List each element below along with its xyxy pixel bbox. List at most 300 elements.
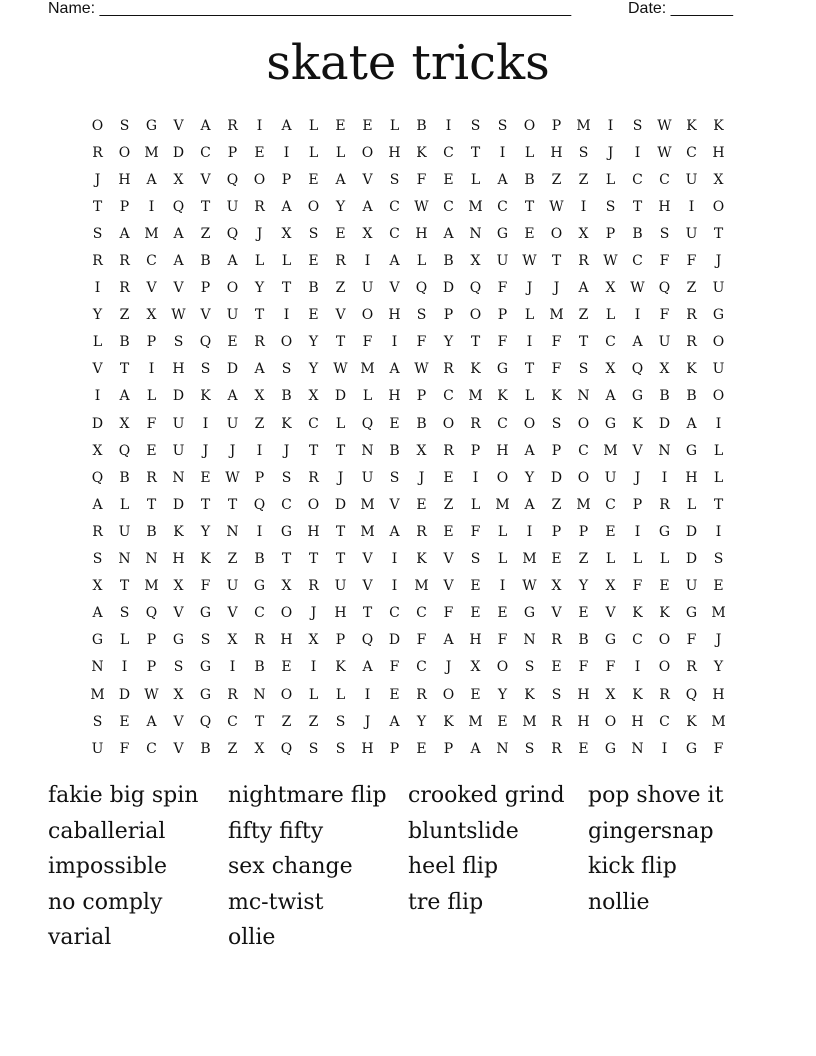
grid-letter: X bbox=[92, 578, 103, 595]
grid-letter: W bbox=[333, 361, 348, 378]
grid-letter: G bbox=[658, 523, 671, 540]
grid-letter: K bbox=[335, 659, 346, 676]
grid-letter: A bbox=[254, 361, 265, 378]
grid-letter: R bbox=[227, 117, 238, 134]
word-list-item: bluntslide bbox=[408, 818, 519, 844]
grid-letter: T bbox=[524, 198, 535, 215]
grid-letter: K bbox=[713, 117, 724, 134]
grid-letter: S bbox=[173, 334, 184, 351]
grid-letter: L bbox=[119, 496, 130, 513]
grid-letter: C bbox=[578, 442, 589, 459]
grid-letter: O bbox=[361, 307, 374, 324]
grid-letter: R bbox=[578, 253, 589, 270]
grid-letter: A bbox=[92, 605, 103, 622]
grid-letter: J bbox=[229, 442, 236, 459]
grid-letter: M bbox=[144, 144, 159, 161]
grid-letter: S bbox=[578, 144, 589, 161]
word-list-item: no comply bbox=[48, 889, 163, 915]
grid-letter: T bbox=[335, 442, 346, 459]
grid-letter: H bbox=[388, 388, 401, 405]
grid-letter: O bbox=[658, 659, 671, 676]
grid-letter: C bbox=[200, 144, 211, 161]
grid-letter: V bbox=[173, 280, 184, 297]
grid-letter: E bbox=[713, 578, 724, 595]
grid-letter: A bbox=[362, 659, 373, 676]
grid-letter: L bbox=[713, 469, 724, 486]
grid-letter: N bbox=[577, 388, 590, 405]
grid-letter: L bbox=[335, 415, 346, 432]
grid-letter: X bbox=[281, 578, 292, 595]
grid-letter: X bbox=[173, 171, 184, 188]
grid-letter: C bbox=[146, 253, 157, 270]
grid-letter: D bbox=[442, 280, 455, 297]
grid-letter: T bbox=[200, 198, 211, 215]
grid-letter: K bbox=[632, 605, 643, 622]
grid-letter: S bbox=[524, 740, 535, 757]
grid-letter: S bbox=[605, 198, 616, 215]
grid-letter: I bbox=[148, 198, 155, 215]
grid-letter: H bbox=[496, 442, 509, 459]
grid-letter: O bbox=[307, 496, 320, 513]
grid-letter: V bbox=[92, 361, 103, 378]
grid-letter: A bbox=[686, 415, 697, 432]
grid-letter: V bbox=[146, 280, 157, 297]
grid-letter: S bbox=[200, 361, 211, 378]
name-field-label[interactable]: Name: _____________________________________________________ bbox=[48, 0, 572, 17]
grid-letter: Y bbox=[578, 578, 589, 595]
grid-letter: I bbox=[283, 144, 290, 161]
word-list-item: ollie bbox=[228, 925, 276, 950]
grid-letter: Y bbox=[308, 361, 319, 378]
grid-letter: I bbox=[391, 334, 398, 351]
grid-letter: D bbox=[172, 496, 185, 513]
grid-letter: L bbox=[389, 117, 400, 134]
grid-letter: H bbox=[334, 605, 347, 622]
grid-letter: V bbox=[200, 307, 211, 324]
grid-letter: A bbox=[632, 334, 643, 351]
grid-letter: R bbox=[551, 740, 562, 757]
grid-letter: N bbox=[658, 442, 671, 459]
grid-letter: X bbox=[173, 578, 184, 595]
grid-letter: L bbox=[254, 253, 265, 270]
grid-letter: V bbox=[173, 740, 184, 757]
grid-letter: U bbox=[226, 198, 239, 215]
grid-letter: M bbox=[495, 496, 510, 513]
grid-letter: I bbox=[310, 659, 317, 676]
grid-letter: R bbox=[146, 469, 157, 486]
grid-letter: T bbox=[227, 496, 238, 513]
grid-letter: E bbox=[146, 442, 157, 459]
grid-letter: E bbox=[605, 523, 616, 540]
grid-letter: N bbox=[172, 469, 185, 486]
grid-letter: O bbox=[577, 415, 590, 432]
grid-letter: K bbox=[551, 388, 562, 405]
grid-letter: J bbox=[526, 280, 533, 297]
grid-letter: C bbox=[146, 740, 157, 757]
grid-letter: O bbox=[226, 280, 239, 297]
grid-letter: C bbox=[308, 415, 319, 432]
grid-letter: E bbox=[362, 117, 373, 134]
grid-letter: F bbox=[551, 361, 562, 378]
grid-letter: I bbox=[472, 469, 479, 486]
grid-letter: I bbox=[256, 523, 263, 540]
grid-letter: G bbox=[496, 361, 509, 378]
grid-letter: U bbox=[118, 523, 131, 540]
grid-letter: K bbox=[416, 144, 427, 161]
grid-letter: Z bbox=[686, 280, 697, 297]
grid-letter: O bbox=[118, 144, 131, 161]
grid-letter: G bbox=[199, 605, 212, 622]
grid-letter: F bbox=[551, 334, 562, 351]
grid-letter: L bbox=[335, 686, 346, 703]
grid-letter: G bbox=[604, 740, 617, 757]
grid-letter: M bbox=[468, 198, 483, 215]
grid-letter: D bbox=[334, 388, 347, 405]
grid-letter: R bbox=[308, 578, 319, 595]
word-list-item: gingersnap bbox=[588, 818, 714, 844]
grid-letter: S bbox=[200, 632, 211, 649]
grid-letter: K bbox=[416, 551, 427, 568]
grid-letter: X bbox=[92, 442, 103, 459]
grid-letter: U bbox=[685, 171, 698, 188]
grid-letter: P bbox=[200, 280, 211, 297]
grid-letter: R bbox=[308, 469, 319, 486]
grid-letter: P bbox=[281, 171, 292, 188]
grid-letter: C bbox=[605, 334, 616, 351]
grid-letter: Q bbox=[145, 605, 158, 622]
grid-letter: T bbox=[308, 442, 319, 459]
grid-letter: Y bbox=[254, 280, 265, 297]
grid-letter: S bbox=[659, 225, 670, 242]
grid-letter: J bbox=[445, 659, 452, 676]
grid-letter: W bbox=[414, 198, 429, 215]
grid-letter: L bbox=[524, 388, 535, 405]
grid-letter: I bbox=[364, 253, 371, 270]
grid-letter: G bbox=[631, 388, 644, 405]
word-list-item: fifty fifty bbox=[228, 818, 324, 844]
grid-letter: J bbox=[553, 280, 560, 297]
grid-letter: S bbox=[119, 605, 130, 622]
grid-letter: L bbox=[362, 388, 373, 405]
grid-letter: G bbox=[604, 632, 617, 649]
grid-letter: O bbox=[496, 469, 509, 486]
grid-letter: T bbox=[713, 225, 724, 242]
grid-letter: H bbox=[307, 523, 320, 540]
grid-letter: N bbox=[361, 442, 374, 459]
grid-letter: I bbox=[634, 144, 641, 161]
grid-letter: R bbox=[416, 686, 427, 703]
grid-letter: X bbox=[119, 415, 130, 432]
word-list-item: impossible bbox=[48, 854, 167, 879]
grid-letter: T bbox=[281, 280, 292, 297]
grid-letter: K bbox=[524, 686, 535, 703]
grid-letter: B bbox=[281, 388, 292, 405]
grid-letter: T bbox=[281, 551, 292, 568]
grid-letter: H bbox=[361, 740, 374, 757]
word-search-grid bbox=[84, 112, 732, 762]
grid-letter: X bbox=[470, 253, 481, 270]
grid-letter: W bbox=[630, 280, 645, 297]
grid-letter: M bbox=[549, 307, 564, 324]
grid-letter: E bbox=[443, 523, 454, 540]
grid-letter: Y bbox=[308, 334, 319, 351]
grid-letter: L bbox=[497, 551, 508, 568]
grid-letter: R bbox=[335, 253, 346, 270]
grid-letter: L bbox=[308, 144, 319, 161]
grid-letter: W bbox=[144, 686, 159, 703]
grid-letter: B bbox=[659, 388, 670, 405]
grid-letter: S bbox=[632, 117, 643, 134]
grid-letter: R bbox=[686, 307, 697, 324]
grid-letter: D bbox=[658, 415, 671, 432]
grid-letter: I bbox=[580, 198, 587, 215]
grid-letter: P bbox=[119, 198, 130, 215]
grid-letter: Q bbox=[658, 280, 671, 297]
grid-letter: T bbox=[551, 253, 562, 270]
grid-letter: I bbox=[283, 307, 290, 324]
grid-letter: Q bbox=[361, 415, 374, 432]
grid-letter: R bbox=[227, 686, 238, 703]
grid-letter: T bbox=[524, 361, 535, 378]
word-list bbox=[48, 778, 788, 956]
grid-letter: U bbox=[604, 469, 617, 486]
grid-letter: S bbox=[389, 469, 400, 486]
grid-letter: R bbox=[443, 361, 454, 378]
grid-letter: J bbox=[256, 225, 263, 242]
grid-letter: O bbox=[604, 713, 617, 730]
grid-letter: K bbox=[470, 361, 481, 378]
grid-letter: J bbox=[310, 605, 317, 622]
grid-letter: W bbox=[549, 198, 564, 215]
grid-letter: D bbox=[172, 388, 185, 405]
grid-letter: I bbox=[661, 740, 668, 757]
grid-letter: L bbox=[497, 523, 508, 540]
grid-letter: F bbox=[632, 578, 643, 595]
grid-letter: Q bbox=[226, 225, 239, 242]
grid-letter: O bbox=[712, 388, 725, 405]
grid-letter: P bbox=[146, 632, 157, 649]
grid-letter: X bbox=[713, 171, 724, 188]
grid-letter: T bbox=[254, 307, 265, 324]
grid-letter: Q bbox=[280, 740, 293, 757]
grid-letter: R bbox=[254, 334, 265, 351]
grid-letter: M bbox=[360, 523, 375, 540]
grid-letter: B bbox=[119, 469, 130, 486]
grid-letter: F bbox=[497, 632, 508, 649]
grid-letter: E bbox=[443, 469, 454, 486]
grid-letter: U bbox=[658, 334, 671, 351]
grid-letter: B bbox=[389, 442, 400, 459]
grid-letter: J bbox=[364, 713, 371, 730]
grid-letter: A bbox=[119, 225, 130, 242]
grid-letter: C bbox=[443, 144, 454, 161]
grid-letter: C bbox=[659, 171, 670, 188]
grid-letter: H bbox=[712, 144, 725, 161]
grid-letter: H bbox=[712, 686, 725, 703]
grid-letter: A bbox=[173, 225, 184, 242]
grid-letter: N bbox=[145, 551, 158, 568]
grid-letter: D bbox=[388, 632, 401, 649]
grid-letter: B bbox=[119, 334, 130, 351]
grid-letter: F bbox=[659, 307, 670, 324]
word-list-item: tre flip bbox=[408, 889, 484, 915]
grid-letter: H bbox=[685, 469, 698, 486]
date-field-label[interactable]: Date: _______ bbox=[628, 0, 733, 17]
grid-letter: X bbox=[173, 686, 184, 703]
grid-letter: J bbox=[283, 442, 290, 459]
grid-letter: E bbox=[308, 253, 319, 270]
grid-letter: A bbox=[497, 171, 508, 188]
grid-letter: T bbox=[200, 496, 211, 513]
grid-letter: G bbox=[604, 415, 617, 432]
grid-letter: E bbox=[389, 686, 400, 703]
grid-letter: A bbox=[200, 117, 211, 134]
grid-letter: A bbox=[362, 198, 373, 215]
grid-letter: V bbox=[389, 496, 400, 513]
grid-letter: E bbox=[416, 740, 427, 757]
grid-letter: Q bbox=[91, 469, 104, 486]
grid-letter: O bbox=[712, 198, 725, 215]
grid-letter: S bbox=[524, 659, 535, 676]
grid-letter: M bbox=[468, 713, 483, 730]
grid-letter: L bbox=[335, 144, 346, 161]
grid-letter: R bbox=[416, 523, 427, 540]
grid-letter: A bbox=[389, 713, 400, 730]
grid-letter: B bbox=[254, 659, 265, 676]
grid-letter: F bbox=[200, 578, 211, 595]
grid-letter: V bbox=[173, 605, 184, 622]
grid-letter: R bbox=[686, 659, 697, 676]
grid-letter: M bbox=[90, 686, 105, 703]
grid-letter: A bbox=[119, 388, 130, 405]
grid-letter: E bbox=[578, 605, 589, 622]
grid-letter: R bbox=[470, 415, 481, 432]
grid-letter: U bbox=[685, 578, 698, 595]
grid-letter: Z bbox=[254, 415, 265, 432]
grid-letter: D bbox=[685, 523, 698, 540]
grid-letter: E bbox=[200, 469, 211, 486]
grid-letter: F bbox=[578, 659, 589, 676]
grid-letter: R bbox=[119, 253, 130, 270]
grid-letter: Q bbox=[361, 632, 374, 649]
grid-letter: X bbox=[605, 280, 616, 297]
grid-letter: K bbox=[200, 388, 211, 405]
grid-letter: F bbox=[470, 523, 481, 540]
grid-letter: N bbox=[91, 659, 104, 676]
grid-letter: S bbox=[578, 361, 589, 378]
word-list-item: nollie bbox=[588, 889, 650, 915]
word-list-item: mc-twist bbox=[228, 889, 324, 915]
grid-letter: S bbox=[335, 713, 346, 730]
grid-letter: S bbox=[335, 740, 346, 757]
grid-letter: F bbox=[416, 334, 427, 351]
grid-letter: S bbox=[389, 171, 400, 188]
grid-letter: U bbox=[226, 415, 239, 432]
grid-letter: E bbox=[497, 605, 508, 622]
grid-letter: X bbox=[362, 225, 373, 242]
grid-letter: O bbox=[442, 686, 455, 703]
grid-letter: G bbox=[280, 523, 293, 540]
grid-letter: V bbox=[362, 551, 373, 568]
grid-letter: X bbox=[605, 686, 616, 703]
grid-letter: L bbox=[308, 117, 319, 134]
grid-letter: O bbox=[280, 334, 293, 351]
grid-letter: P bbox=[443, 307, 454, 324]
grid-letter: W bbox=[522, 578, 537, 595]
grid-letter: K bbox=[659, 605, 670, 622]
word-list-item: kick flip bbox=[588, 854, 677, 879]
grid-letter: G bbox=[199, 659, 212, 676]
grid-letter: W bbox=[171, 307, 186, 324]
grid-letter: E bbox=[524, 225, 535, 242]
grid-letter: I bbox=[499, 144, 506, 161]
grid-letter: C bbox=[632, 253, 643, 270]
grid-letter: L bbox=[659, 551, 670, 568]
grid-letter: C bbox=[632, 632, 643, 649]
grid-letter: I bbox=[94, 280, 101, 297]
grid-letter: C bbox=[497, 198, 508, 215]
grid-letter: L bbox=[281, 253, 292, 270]
grid-letter: Z bbox=[119, 307, 130, 324]
grid-letter: D bbox=[91, 415, 104, 432]
grid-letter: Y bbox=[524, 469, 535, 486]
grid-letter: K bbox=[686, 713, 697, 730]
grid-letter: J bbox=[634, 469, 641, 486]
grid-letter: I bbox=[229, 659, 236, 676]
grid-letter: R bbox=[551, 713, 562, 730]
grid-letter: N bbox=[118, 551, 131, 568]
grid-letter: F bbox=[146, 415, 157, 432]
grid-letter: E bbox=[470, 686, 481, 703]
grid-letter: L bbox=[470, 496, 481, 513]
grid-letter: I bbox=[94, 388, 101, 405]
grid-letter: V bbox=[605, 605, 616, 622]
grid-letter: K bbox=[497, 388, 508, 405]
grid-letter: L bbox=[605, 551, 616, 568]
grid-letter: E bbox=[470, 578, 481, 595]
grid-letter: E bbox=[335, 117, 346, 134]
grid-letter: C bbox=[389, 225, 400, 242]
grid-letter: S bbox=[92, 713, 103, 730]
grid-letter: S bbox=[713, 551, 724, 568]
grid-letter: J bbox=[418, 469, 425, 486]
grid-letter: H bbox=[118, 171, 131, 188]
grid-letter: A bbox=[227, 388, 238, 405]
grid-letter: V bbox=[443, 551, 454, 568]
grid-letter: O bbox=[523, 117, 536, 134]
grid-letter: R bbox=[686, 334, 697, 351]
grid-letter: V bbox=[632, 442, 643, 459]
grid-letter: V bbox=[362, 578, 373, 595]
grid-letter: E bbox=[659, 578, 670, 595]
grid-letter: X bbox=[281, 225, 292, 242]
grid-letter: C bbox=[227, 713, 238, 730]
grid-letter: V bbox=[551, 605, 562, 622]
grid-letter: X bbox=[578, 225, 589, 242]
grid-letter: C bbox=[497, 415, 508, 432]
grid-letter: B bbox=[416, 415, 427, 432]
grid-letter: F bbox=[497, 280, 508, 297]
grid-letter: Y bbox=[497, 686, 508, 703]
grid-letter: E bbox=[551, 551, 562, 568]
grid-letter: Z bbox=[308, 713, 319, 730]
grid-letter: Z bbox=[551, 496, 562, 513]
grid-letter: B bbox=[578, 632, 589, 649]
grid-letter: F bbox=[686, 632, 697, 649]
grid-letter: S bbox=[281, 361, 292, 378]
grid-letter: A bbox=[389, 361, 400, 378]
grid-letter: U bbox=[361, 469, 374, 486]
